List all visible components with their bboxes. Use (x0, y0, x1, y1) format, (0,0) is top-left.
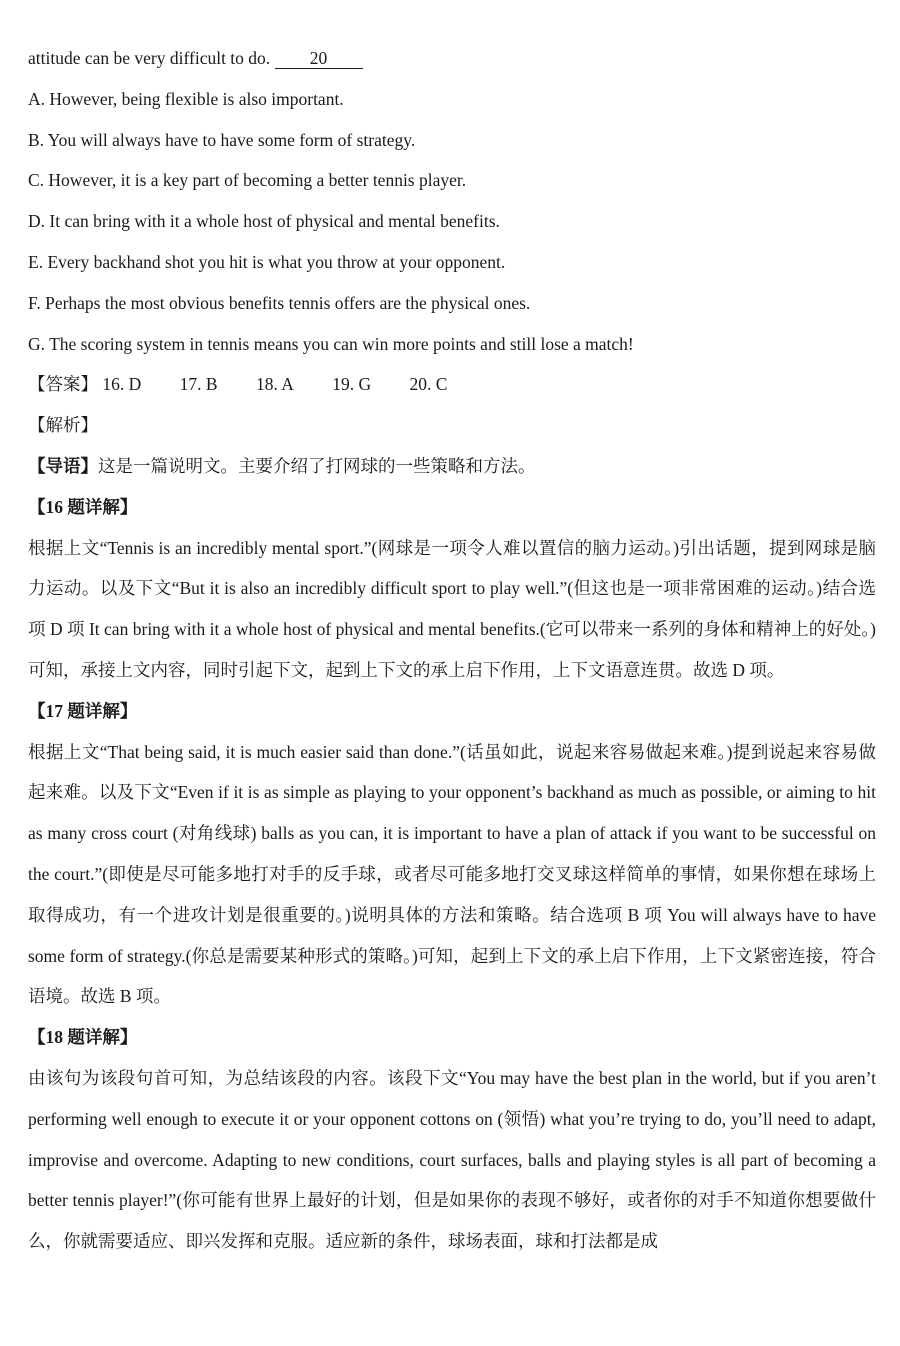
option-c: C. However, it is a key part of becoming a better tennis player. (28, 170, 467, 191)
question-stem-tail: attitude can be very difficult to do. (28, 48, 271, 68)
answer-label: 【答案】 (28, 374, 98, 395)
section-heading-16: 【16 题详解】 (28, 496, 138, 517)
answer-19: 19. G (332, 374, 372, 395)
option-f: F. Perhaps the most obvious benefits tennis offers are the physical ones. (28, 292, 531, 313)
section-heading-17: 【17 题详解】 (28, 700, 138, 721)
answer-16: 16. D (102, 374, 142, 395)
section-text-16: 根据上文“Tennis is an incredibly mental sport.”(网球是一项令人难以置信的脑力运动。)引出话题，提到网球是脑力运动。以及下文“But it is also an incredibly difficult sport to play well.”(但这也是一项非常困难的运动。)结合选项 D 项 It can bring with it a whole host of physical and mental benefits.(它可以带来一系列的身体和精神上的好处。)可知，承接上文内容，同时引起下文，起到上下文的承上启下作用，上下文语意连贯。故选 D 项。 (28, 537, 876, 680)
answer-17: 17. B (179, 374, 218, 395)
answer-blank: 20 (275, 48, 363, 69)
answer-20: 20. C (409, 374, 448, 395)
analysis-label: 【解析】 (28, 415, 98, 436)
option-a: A. However, being flexible is also important. (28, 88, 344, 109)
guide-text: 这是一篇说明文。主要介绍了打网球的一些策略和方法。 (98, 455, 536, 476)
guide-label: 【导语】 (28, 455, 98, 476)
detail-section-18 (28, 1017, 876, 1262)
answer-line (28, 364, 876, 405)
option-g: G. The scoring system in tennis means you can win more points and still lose a match! (28, 333, 634, 354)
section-text-17: 根据上文“That being said, it is much easier said than done.”(话虽如此，说起来容易做起来难。)提到说起来容易做起来难。以及下文“Even if it is as simple as playing to your opponent’s backhand as much as possible, or aiming to hit as many cross court (对角线球) balls as you can, it is important to have a plan of attack if you want to be successful on the court.”(即使是尽可能多地打对手的反手球，或者尽可能多地打交叉球这样简单的事情，如果你想在球场上取得成功，有一个进攻计划是很重要的。)说明具体的方法和策略。结合选项 B 项 You will always have to have some form of strategy.(你总是需要某种形式的策略。)可知，起到上下文的承上启下作用，上下文紧密连接，符合语境。故选 B 项。 (28, 741, 876, 1007)
option-d: D. It can bring with it a whole host of physical and mental benefits. (28, 211, 500, 232)
section-heading-18: 【18 题详解】 (28, 1027, 138, 1048)
answer-18: 18. A (255, 374, 294, 395)
option-list (28, 79, 876, 365)
detail-section-17 (28, 691, 876, 1017)
option-b: B. You will always have to have some form of strategy. (28, 129, 416, 150)
option-e: E. Every backhand shot you hit is what you throw at your opponent. (28, 251, 506, 272)
guide-line (28, 446, 876, 487)
question-stem-line (28, 38, 876, 79)
detail-section-16 (28, 487, 876, 691)
section-text-18: 由该句为该段句首可知，为总结该段的内容。该段下文“You may have the best plan in the world, but if you aren’t performing well enough to execute it or your opponent cottons on (领悟) what you’re trying to do, you’ll need to adapt, improvise and overcome. Adapting to new conditions, court surfaces, balls and playing styles is all part of becoming a better tennis player!”(你可能有世界上最好的计划，但是如果你的表现不够好，或者你的对手不知道你想要做什么，你就需要适应、即兴发挥和克服。适应新的条件，球场表面，球和打法都是成 (28, 1067, 876, 1252)
